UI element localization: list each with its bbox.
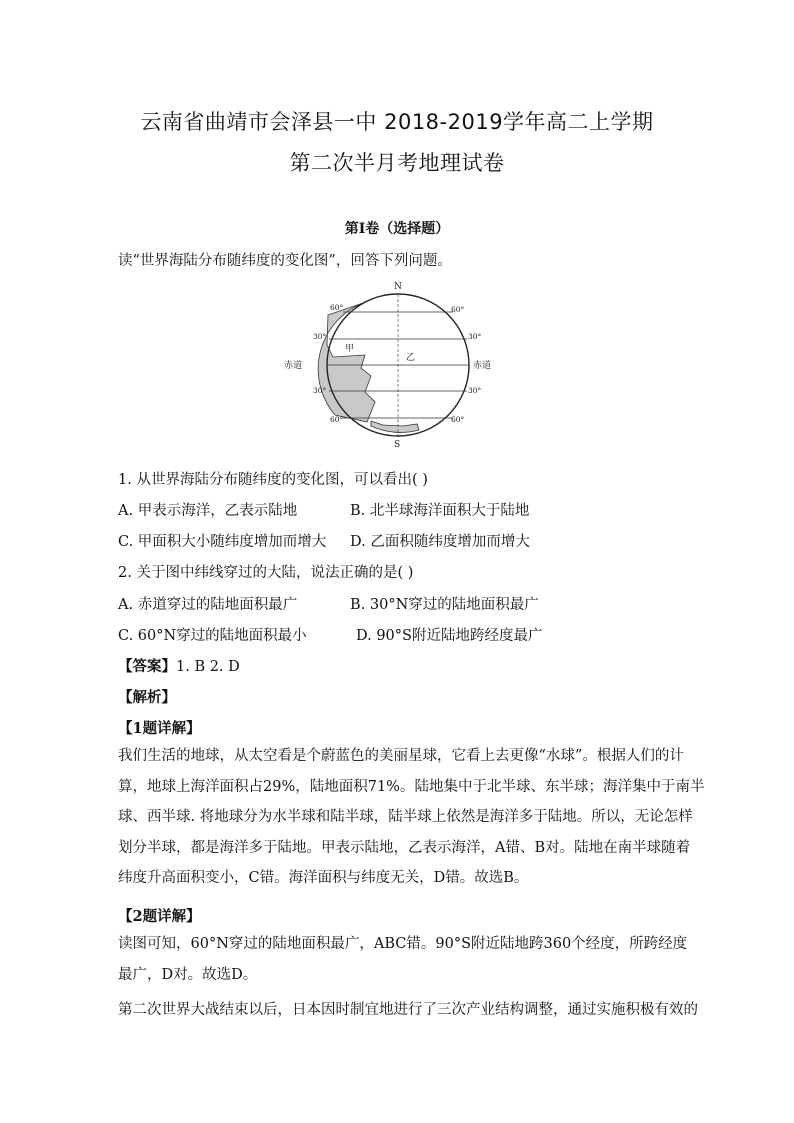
- land-sea-distribution-figure: [283, 280, 498, 450]
- q1-detail-line: 我们生活的地球，从太空看是个蔚蓝色的美丽星球，它看上去更像“水球”。根据人们的计: [118, 748, 684, 764]
- question-2-stem: 2. 关于图中纬线穿过的大陆，说法正确的是( ): [118, 565, 414, 581]
- document-title-line2: 第二次半月考地理试卷: [289, 151, 505, 175]
- q2-detail-paragraph: [118, 929, 688, 990]
- lat30n-right-label: 30°: [468, 332, 482, 341]
- answer-row: [118, 655, 240, 676]
- section-heading: 第I卷（选择题）: [344, 221, 450, 237]
- lat60s-left-label: 60°: [330, 415, 344, 424]
- lat60n-right-label: 60°: [451, 305, 465, 314]
- q1-detail-line: 球、西半球. 将地球分为水半球和陆半球，陆半球上依然是海洋多于陆地。所以，无论怎样: [118, 809, 693, 825]
- equator-right-label: 赤道: [473, 361, 492, 371]
- next-question-intro: 第二次世界大战结束以后，日本因时制宜地进行了三次产业结构调整，通过实施积极有效的: [118, 1002, 698, 1018]
- question-2-option-a: A. 赤道穿过的陆地面积最广: [118, 597, 298, 613]
- lat30n-left-label: 30°: [313, 332, 327, 341]
- q1-detail-label: 【1题详解】: [118, 720, 201, 737]
- document-title-line1: 云南省曲靖市会泽县一中 2018-2019学年高二上学期: [140, 110, 654, 134]
- question-1-stem: 1. 从世界海陆分布随纬度的变化图，可以看出( ): [118, 472, 428, 488]
- q2-detail-line: 读图可知，60°N穿过的陆地面积最广，ABC错。90°S附近陆地跨360个经度，所跨经度: [118, 936, 688, 952]
- land-area-south: [371, 421, 419, 432]
- question-intro: 读“世界海陆分布随纬度的变化图”，回答下列问题。: [118, 253, 452, 269]
- q1-detail-line: 算，地球上海洋面积占29%，陆地面积71%。陆地集中于北半球、东半球；海洋集中于南半: [118, 778, 705, 795]
- question-2-option-c: C. 60°N穿过的陆地面积最小: [118, 628, 307, 644]
- jia-label: 甲: [345, 344, 355, 354]
- south-label: S: [394, 440, 401, 450]
- answer-label: 【答案】: [118, 658, 176, 675]
- question-2-option-b: B. 30°N穿过的陆地面积最广: [350, 597, 539, 613]
- equator-left-label: 赤道: [284, 361, 303, 371]
- lat60s-right-label: 60°: [451, 415, 465, 424]
- lat30s-right-label: 30°: [468, 386, 482, 395]
- q1-detail-line: 划分半球，都是海洋多于陆地。甲表示陆地，乙表示海洋，A错、B对。陆地在南半球随着: [118, 839, 691, 856]
- answer-text: 1. B 2. D: [176, 659, 240, 675]
- q1-detail-paragraph: [118, 741, 705, 894]
- q1-detail-line: 纬度升高面积变小，C错。海洋面积与纬度无关，D错。故选B。: [118, 870, 529, 886]
- yi-label: 乙: [406, 353, 416, 363]
- question-2-option-d: D. 90°S附近陆地跨经度最广: [356, 628, 543, 644]
- q2-detail-line: 最广，D对。故选D。: [118, 966, 258, 983]
- question-1-option-b: B. 北半球海洋面积大于陆地: [350, 503, 530, 519]
- lat60n-left-label: 60°: [330, 303, 344, 312]
- lat30s-left-label: 30°: [313, 386, 327, 395]
- north-label: N: [394, 282, 402, 292]
- analysis-label: 【解析】: [118, 689, 176, 706]
- question-1-option-c: C. 甲面积大小随纬度增加而增大: [118, 534, 327, 550]
- question-1-option-a: A. 甲表示海洋，乙表示陆地: [118, 503, 298, 519]
- q2-detail-label: 【2题详解】: [118, 908, 201, 925]
- question-1-option-d: D. 乙面积随纬度增加而增大: [350, 534, 530, 550]
